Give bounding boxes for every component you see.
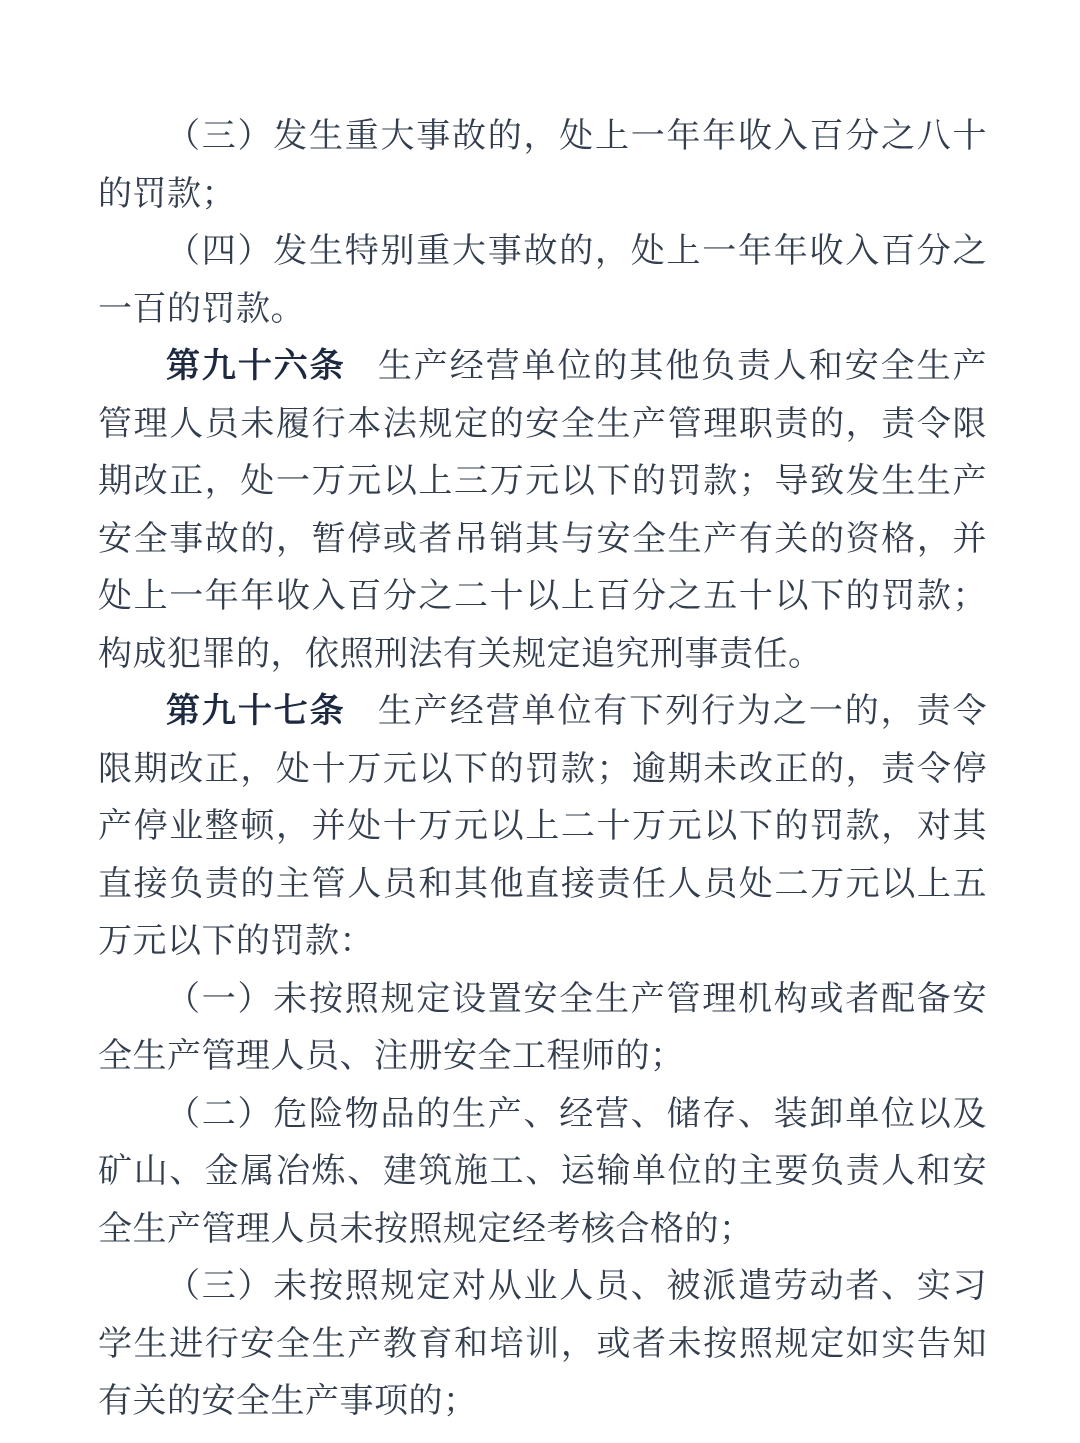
paragraph-text: （二）危险物品的生产、经营、储存、装卸单位以及矿山、金属冶炼、建筑施工、运输单位的主要负责人和安全生产管理人员未按照规定经考核合格的；	[98, 1095, 987, 1248]
paragraph-text: （四）发生特别重大事故的，处上一年年收入百分之一百的罚款。	[98, 233, 987, 328]
article-paragraph	[98, 338, 987, 683]
article-paragraph	[98, 683, 987, 971]
paragraph	[98, 223, 987, 338]
article-number: 第九十七条	[166, 692, 346, 730]
paragraph-text: （一）未按照规定设置安全生产管理机构或者配备安全生产管理人员、注册安全工程师的；	[98, 980, 987, 1075]
paragraph	[98, 1258, 987, 1431]
document-body	[98, 108, 987, 1431]
paragraph-text: 生产经营单位有下列行为之一的，责令限期改正，处十万元以下的罚款；逾期未改正的，责令停产停业整顿，并处十万元以上二十万元以下的罚款，对其直接负责的主管人员和其他直接责任人员处二万元以上五万元以下的罚款：	[98, 693, 988, 960]
paragraph	[98, 1086, 987, 1259]
article-number: 第九十六条	[166, 347, 346, 385]
paragraph-text: （三）发生重大事故的，处上一年年收入百分之八十的罚款；	[98, 118, 987, 213]
paragraph-text: （三）未按照规定对从业人员、被派遣劳动者、实习学生进行安全生产教育和培训，或者未按照规定如实告知有关的安全生产事项的；	[98, 1268, 987, 1420]
paragraph	[98, 108, 987, 223]
paragraph	[98, 971, 987, 1086]
paragraph-text: 生产经营单位的其他负责人和安全生产管理人员未履行本法规定的安全生产管理职责的，责令限期改正，处一万元以上三万元以下的罚款；导致发生生产安全事故的，暂停或者吊销其与安全生产有关的资格，并处上一年年收入百分之二十以上百分之五十以下的罚款；构成犯罪的，依照刑法有关规定追究刑事责任。	[98, 348, 988, 673]
